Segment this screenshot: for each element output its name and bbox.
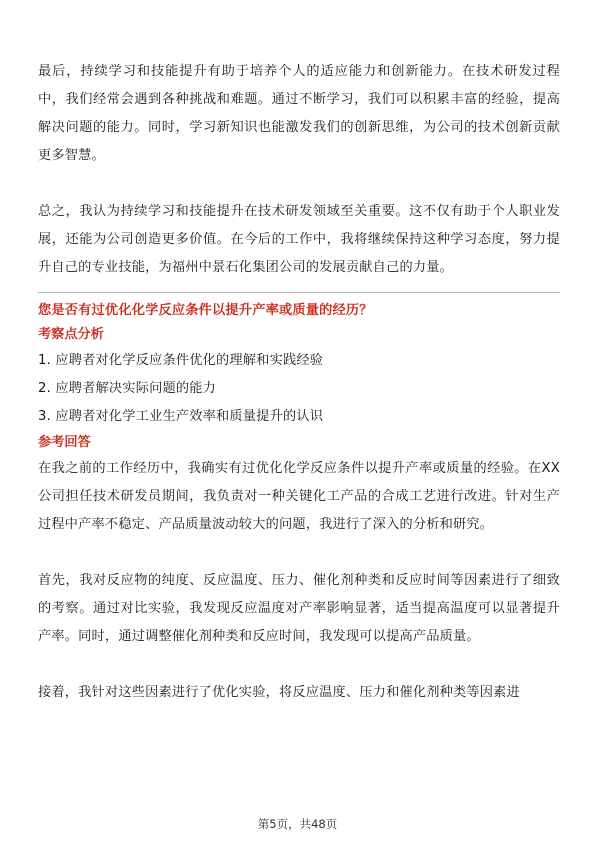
answer-paragraph: 首先，我对反应物的纯度、反应温度、压力、催化剂种类和反应时间等因素进行了细致的考察。通过对比实验，我发现反应温度对产率影响显著，适当提高温度可以显著提升产率。同时，通过调整催化剂种类和反应时间，我发现可以提高产品质量。 [38,573,560,644]
paragraph-conclusion: 总之，我认为持续学习和技能提升在技术研发领域至关重要。这不仅有助于个人职业发展，还能为公司创造更多价值。在今后的工作中，我将继续保持这种学习态度，努力提升自己的专业技能，为福州中景石化集团公司的发展贡献自己的力量。 [38,204,560,275]
analysis-item: 3. 应聘者对化学工业生产效率和质量提升的认识 [38,409,324,424]
section-divider [38,292,560,293]
answer-paragraph: 接着，我针对这些因素进行了优化实验，将反应温度、压力和催化剂种类等因素进 [38,685,520,700]
page-number: 第5页，共48页 [257,817,338,831]
paragraph-gap [38,539,560,567]
answer-heading: 参考回答 [38,435,91,450]
answer-paragraph: 在我之前的工作经历中，我确实有过优化化学反应条件以提升产率或质量的经验。在XX公司担任技术研发员期间，我负责对一种关键化工产品的合成工艺进行改进。针对生产过程中产率不稳定、产品质量波动较大的问题，我进行了深入的分析和研究。 [38,461,560,532]
paragraph-gap [38,170,560,198]
document-body [38,58,560,707]
paragraph-continuous-learning: 最后，持续学习和技能提升有助于培养个人的适应能力和创新能力。在技术研发过程中，我们经常会遇到各种挑战和难题。通过不断学习，我们可以积累丰富的经验，提高解决问题的能力。同时，学习新知识也能激发我们的创新思维，为公司的技术创新贡献更多智慧。 [38,64,560,163]
analysis-item: 2. 应聘者解决实际问题的能力 [38,381,217,396]
paragraph-gap [38,651,560,679]
analysis-item: 1. 应聘者对化学反应条件优化的理解和实践经验 [38,353,324,368]
analysis-heading: 考察点分析 [38,327,104,342]
question-title: 您是否有过优化化学反应条件以提升产率或质量的经历？ [38,303,373,318]
